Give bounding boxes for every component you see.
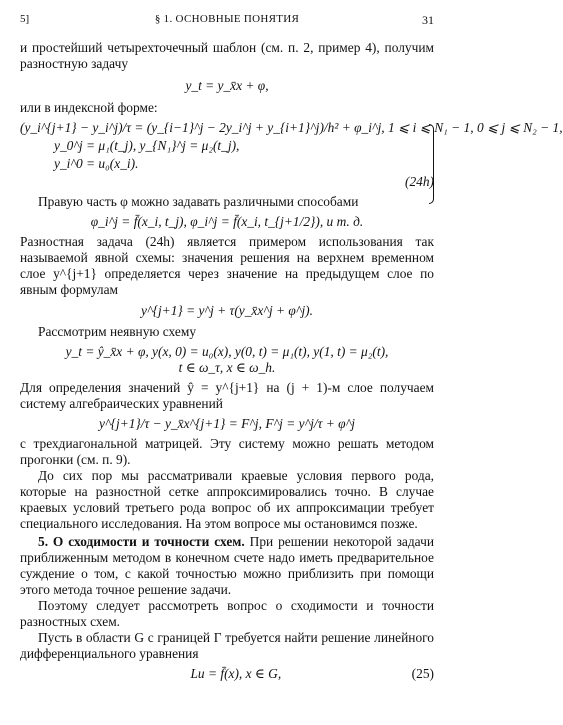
formula: Lu = f̄(x), x ∈ G,: [190, 666, 282, 681]
paragraph: Для определения значений ŷ = y^{j+1} на (j + 1)-м слое получаем систему алгебраических уравнений: [20, 380, 434, 411]
chapter-number: 5]: [20, 13, 30, 25]
formula: (y_i^{j+1} − y_i^j)/τ = (y_{i−1}^j − 2y_i^j + y_{i+1}^j)/h² + φ_i^j, 1 ⩽ i ⩽ N₁ − 1, 0 ⩽ j ⩽ N₂ − 1,: [20, 120, 563, 135]
paragraph: До сих пор мы рассматривали краевые условия первого рода, которые на разностной сетке аппроксимировались точно. В случае краевых условий третьего рода вопрос об их аппроксимации требует специального исследования. На этом вопросе мы остановимся позже.: [20, 468, 434, 531]
equation-number: (25): [411, 666, 434, 681]
page-number: 31: [422, 13, 434, 27]
paragraph: или в индексной форме:: [20, 100, 158, 115]
equation-system: [20, 120, 563, 172]
paragraph: Рассмотрим неявную схему: [38, 324, 197, 339]
formula-row: [20, 666, 434, 682]
right-brace: [429, 124, 434, 204]
paragraph: Поэтому следует рассмотреть вопрос о сходимости и точности разностных схем.: [20, 598, 434, 629]
section-heading: 5. О сходимости и точности схем.: [38, 534, 245, 549]
paragraph: [20, 534, 434, 598]
formula: y^{j+1} = y^j + τ(y_x̄x^j + φ^j).: [141, 303, 313, 318]
formula: t ∈ ω_τ, x ∈ ω_h.: [178, 360, 276, 375]
running-header: § 1. ОСНОВНЫЕ ПОНЯТИЯ: [154, 13, 300, 25]
formula: y_0^j = μ₁(t_j), y_{N₁}^j = μ₂(t_j),: [54, 138, 240, 153]
formula: φ_i^j = f̄(x_i, t_j), φ_i^j = f̄(x_i, t_{j+1/2}), и т. д.: [90, 214, 364, 229]
paragraph-text: При решении некоторой задачи приближенным методом в конечном счете надо иметь предварительное суждение о том, с какой точностью можно приблизить при помощи этого метода точное решение задачи.: [20, 534, 434, 597]
paragraph: Разностная задача (24h) является примером использования так называемой явной схемы: значения решения на верхнем временном слое y^{j+1} определяется через значение на предыдущем слое по явным формулам: [20, 234, 434, 297]
paragraph: Правую часть φ можно задавать различными способами: [38, 194, 359, 209]
formula: y_t = y_x̄x + φ,: [185, 78, 269, 93]
formula: y_t = ŷ_x̄x + φ, y(x, 0) = u₀(x), y(0, t) = μ₁(t), y(1, t) = μ₂(t),: [65, 344, 389, 359]
paragraph: и простейший четырехточечный шаблон (см. п. 2, пример 4), получим разностную задачу: [20, 40, 434, 71]
page-body: [20, 40, 563, 682]
formula: y_i^0 = u₀(x_i).: [54, 156, 139, 171]
paragraph: Пусть в области G с границей Γ требуется найти решение линейного дифференциального уравнения: [20, 630, 434, 661]
equation-number: (24h): [404, 174, 434, 189]
paragraph: с трехдиагональной матрицей. Эту систему можно решать методом прогонки (см. п. 9).: [20, 436, 434, 467]
formula: y^{j+1}/τ − y_x̄x^{j+1} = F^j, F^j = y^j/τ + φ^j: [99, 416, 355, 431]
